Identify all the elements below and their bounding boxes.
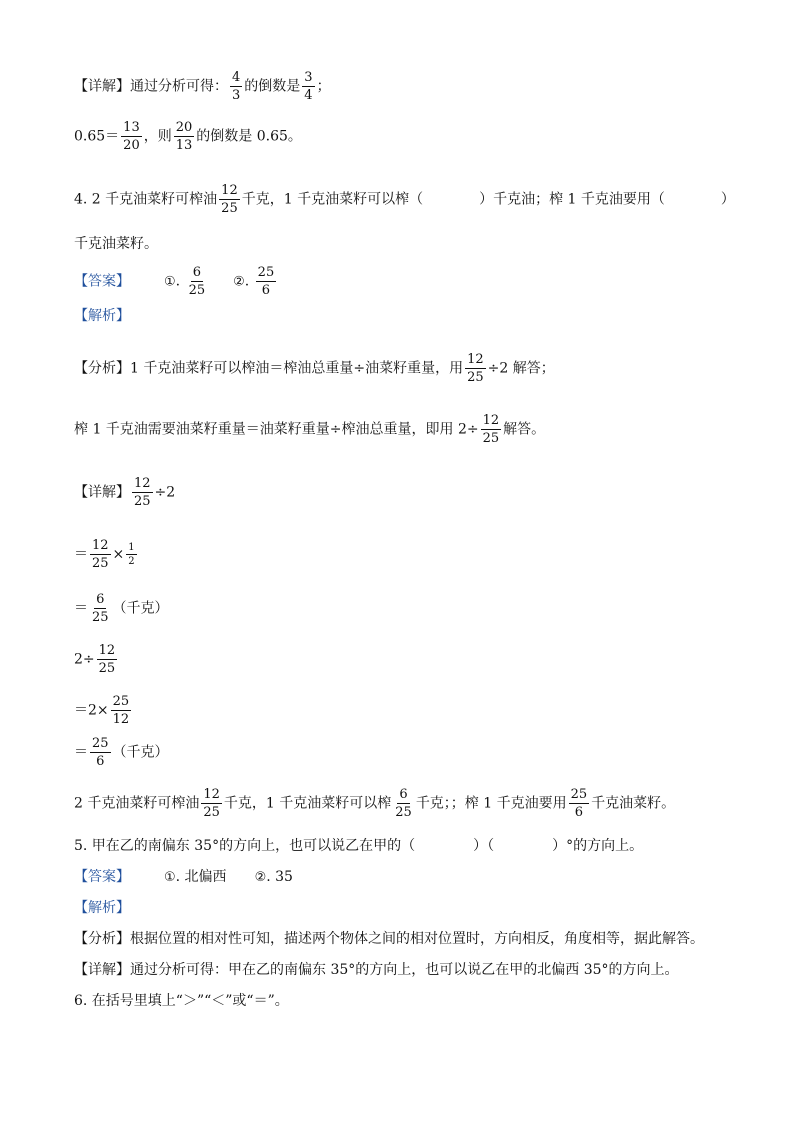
fraction: $\frac{12}{25}$ xyxy=(482,413,500,446)
question-5: 5. 甲在乙的南偏东 35°的方向上，也可以说乙在甲的（ ）（ ）°的方向上。 xyxy=(74,838,644,854)
fraction: $\frac{12}{25}$ xyxy=(221,183,238,216)
fraction: $\frac{6}{25}$ xyxy=(395,787,412,820)
fraction: $\frac{13}{20}$ xyxy=(123,120,140,153)
question-6: 6. 在括号里填上“＞”“＜”或“＝”。 xyxy=(74,993,289,1009)
detail-4-step1: 【详解】 $\frac{12}{25}$ ÷2 xyxy=(74,476,176,509)
analysis-header-5: 【解析】 xyxy=(74,900,130,916)
detail-4-step6: ＝ $\frac{25}{6}$ （千克） xyxy=(74,736,169,769)
fraction: $\frac{4}{3}$ xyxy=(232,70,241,103)
fraction: $\frac{25}{6}$ xyxy=(570,787,588,820)
analysis-5: 【分析】根据位置的相对性可知，描述两个物体之间的相对位置时，方向相反，角度相等，据此解答。 xyxy=(74,931,704,947)
fraction: $\frac{6}{25}$ xyxy=(188,265,206,298)
answer-tag: 【答案】 xyxy=(74,273,130,290)
fraction: $\frac{3}{4}$ xyxy=(304,70,313,103)
detail-5: 【详解】通过分析可得：甲在乙的南偏东 35°的方向上，也可以说乙在甲的北偏西 35°的方向上。 xyxy=(74,962,679,978)
fraction: $\frac{25}{6}$ xyxy=(257,265,275,298)
detail-4-step2: ＝ $\frac{12}{25}$ × $\frac{1}{2}$ xyxy=(74,538,135,571)
question-4-cont: 千克油菜籽。 xyxy=(74,236,158,252)
detail-4-step5: ＝2× $\frac{25}{12}$ xyxy=(74,694,130,727)
fraction: $\frac{12}{25}$ xyxy=(467,352,484,385)
fraction: $\frac{20}{13}$ xyxy=(175,120,193,153)
answer-5: 【答案】 ①. 北偏西 ②. 35 xyxy=(74,869,293,885)
analysis-4a: 【分析】1 千克油菜籽可以榨油＝榨油总重量÷油菜籽重量，用 $\frac{12}{25}$ ÷2 解答； xyxy=(74,352,555,385)
detail-4-step3: ＝ $\frac{6}{25}$ （千克） xyxy=(74,592,169,625)
fraction: $\frac{12}{25}$ xyxy=(203,787,220,820)
detail-line-decimal: 0.65＝ $\frac{13}{20}$ ，则 $\frac{20}{13}$ 的倒数是 0.65。 xyxy=(74,120,302,153)
fraction: $\frac{12}{25}$ xyxy=(98,643,116,676)
fraction: $\frac{25}{12}$ xyxy=(112,694,130,727)
fraction: $\frac{12}{25}$ xyxy=(134,476,151,509)
conclusion-4: 2 千克油菜籽可榨油 $\frac{12}{25}$ 千克，1 千克油菜籽可以榨 $\frac{6}{25}$ 千克；；榨 1 千克油要用 $\frac{25}{6}$ 千克油菜籽。 xyxy=(74,787,676,820)
answer-4: 【答案】 ①. $\frac{6}{25}$ ②. $\frac{25}{6}$ xyxy=(74,265,275,298)
fraction: $\frac{25}{6}$ xyxy=(92,736,109,769)
analysis-header-4: 【解析】 xyxy=(74,308,130,324)
question-4: 4. 2 千克油菜籽可榨油 $\frac{12}{25}$ 千克，1 千克油菜籽可以榨（ ）千克油；榨 1 千克油要用（ ） xyxy=(74,183,735,216)
fraction: $\frac{1}{2}$ xyxy=(128,542,135,567)
fraction: $\frac{12}{25}$ xyxy=(92,538,109,571)
detail-line-reciprocal: 【详解】通过分析可得： $\frac{4}{3}$ 的倒数是 $\frac{3}{4}$ ； xyxy=(74,70,331,103)
detail-4-step4: 2÷ $\frac{12}{25}$ xyxy=(74,643,116,676)
fraction: $\frac{6}{25}$ xyxy=(92,592,109,625)
answer-tag: 【答案】 xyxy=(74,869,130,885)
detail-tag: 【详解】 xyxy=(74,78,130,95)
analysis-4b: 榨 1 千克油需要油菜籽重量＝油菜籽重量÷榨油总重量，即用 2÷ $\frac{12}{25}$ 解答。 xyxy=(74,413,546,446)
